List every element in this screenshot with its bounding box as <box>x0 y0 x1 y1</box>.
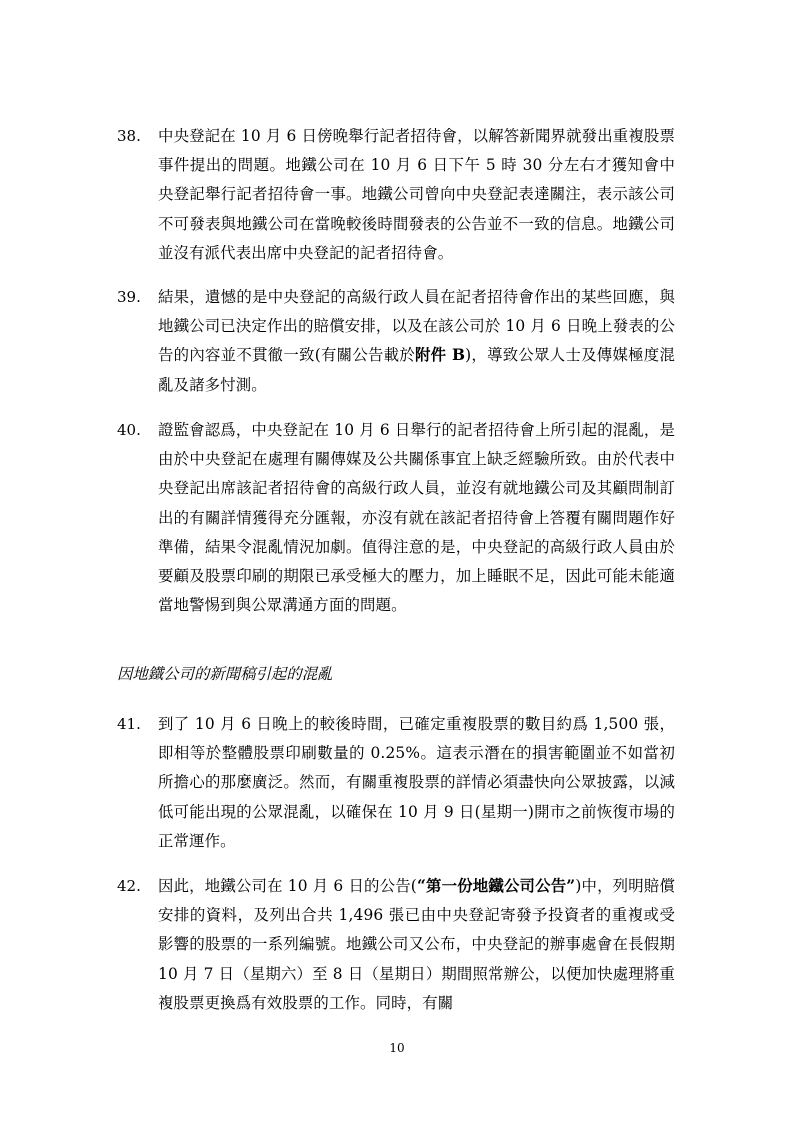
paragraph-text: 證監會認爲，中央登記在 10 月 6 日舉行的記者招待會上所引起的混亂，是由於中央登記在處理有關傳媒及公共關係事宜上缺乏經驗所致。由於代表中央登記出席該記者招待會的高級行政人員，並沒有就地鐵公司及其顧問制訂出的有關詳情獲得充分匯報，亦沒有就在該記者招待會上答覆有關問題作好準備，結果令混亂情況加劇。值得注意的是，中央登記的高級行政人員由於要顧及股票印刷的期限已承受極大的壓力，加上睡眠不足，因此可能未能適當地警惕到與公眾溝通方面的問題。 <box>158 421 675 615</box>
paragraph-39 <box>117 283 677 400</box>
paragraph-number: 40. <box>117 421 141 439</box>
paragraph-38 <box>117 122 677 268</box>
paragraph-40 <box>117 416 677 620</box>
paragraph-text-part: )中，列明賠償安排的資料，及列出合共 1,496 張已由中央登記寄發予投資者的重複或受影響的股票的一系列編號。地鐵公司又公布，中央登記的辦事處會在長假期 10 月 7 日（星期六）至 8 日（星期日）期間照常辦公，以便加快處理將重複股票更換爲有效股票的工作。同時，有關 <box>158 877 675 1012</box>
paragraph-text <box>158 872 675 1018</box>
paragraph-42 <box>117 872 677 1018</box>
paragraph-number: 38. <box>117 127 141 145</box>
annex-reference: 附件 B <box>415 346 466 365</box>
paragraph-number: 41. <box>117 715 141 733</box>
paragraph-text-part: 因此，地鐵公司在 10 月 6 日的公告( <box>158 877 417 895</box>
paragraph-text: 中央登記在 10 月 6 日傍晚舉行記者招待會，以解答新聞界就發出重複股票事件提出的問題。地鐵公司在 10 月 6 日下午 5 時 30 分左右才獲知會中央登記舉行記者招待會一事。地鐵公司曾向中央登記表達關注，表示該公司不可發表與地鐵公司在當晚較後時間發表的公告並不一致的信息。地鐵公司並沒有派代表出席中央登記的記者招待會。 <box>158 127 675 262</box>
defined-term: “第一份地鐵公司公告” <box>416 877 576 895</box>
paragraph-text <box>158 283 675 400</box>
paragraph-41 <box>117 710 677 856</box>
section-heading: 因地鐵公司的新聞稿引起的混亂 <box>117 665 333 683</box>
paragraph-text-part: )，導致公眾人士及傳媒極度混亂及諸多忖測。 <box>158 346 675 394</box>
paragraph-text: 到了 10 月 6 日晚上的較後時間，已確定重複股票的數目約爲 1,500 張，即相等於整體股票印刷數量的 0.25%。這表示潛在的損害範圍並不如當初所擔心的那麼廣泛。然而，有關重複股票的詳情必須盡快向公眾披露，以減低可能出現的公眾混亂，以確保在 10 月 9 日(星期一)開市之前恢復市場的正常運作。 <box>158 715 675 850</box>
page-number: 10 <box>389 1041 405 1055</box>
paragraph-text-part: 結果，遺憾的是中央登記的高級行政人員在記者招待會作出的某些回應，與地鐵公司已決定作出的賠償安排，以及在該公司於 10 月 6 日晚上發表的公告的內容並不貫徹一致(有關公告載於 <box>158 288 675 365</box>
paragraph-number: 42. <box>117 877 141 895</box>
paragraph-number: 39. <box>117 288 141 306</box>
